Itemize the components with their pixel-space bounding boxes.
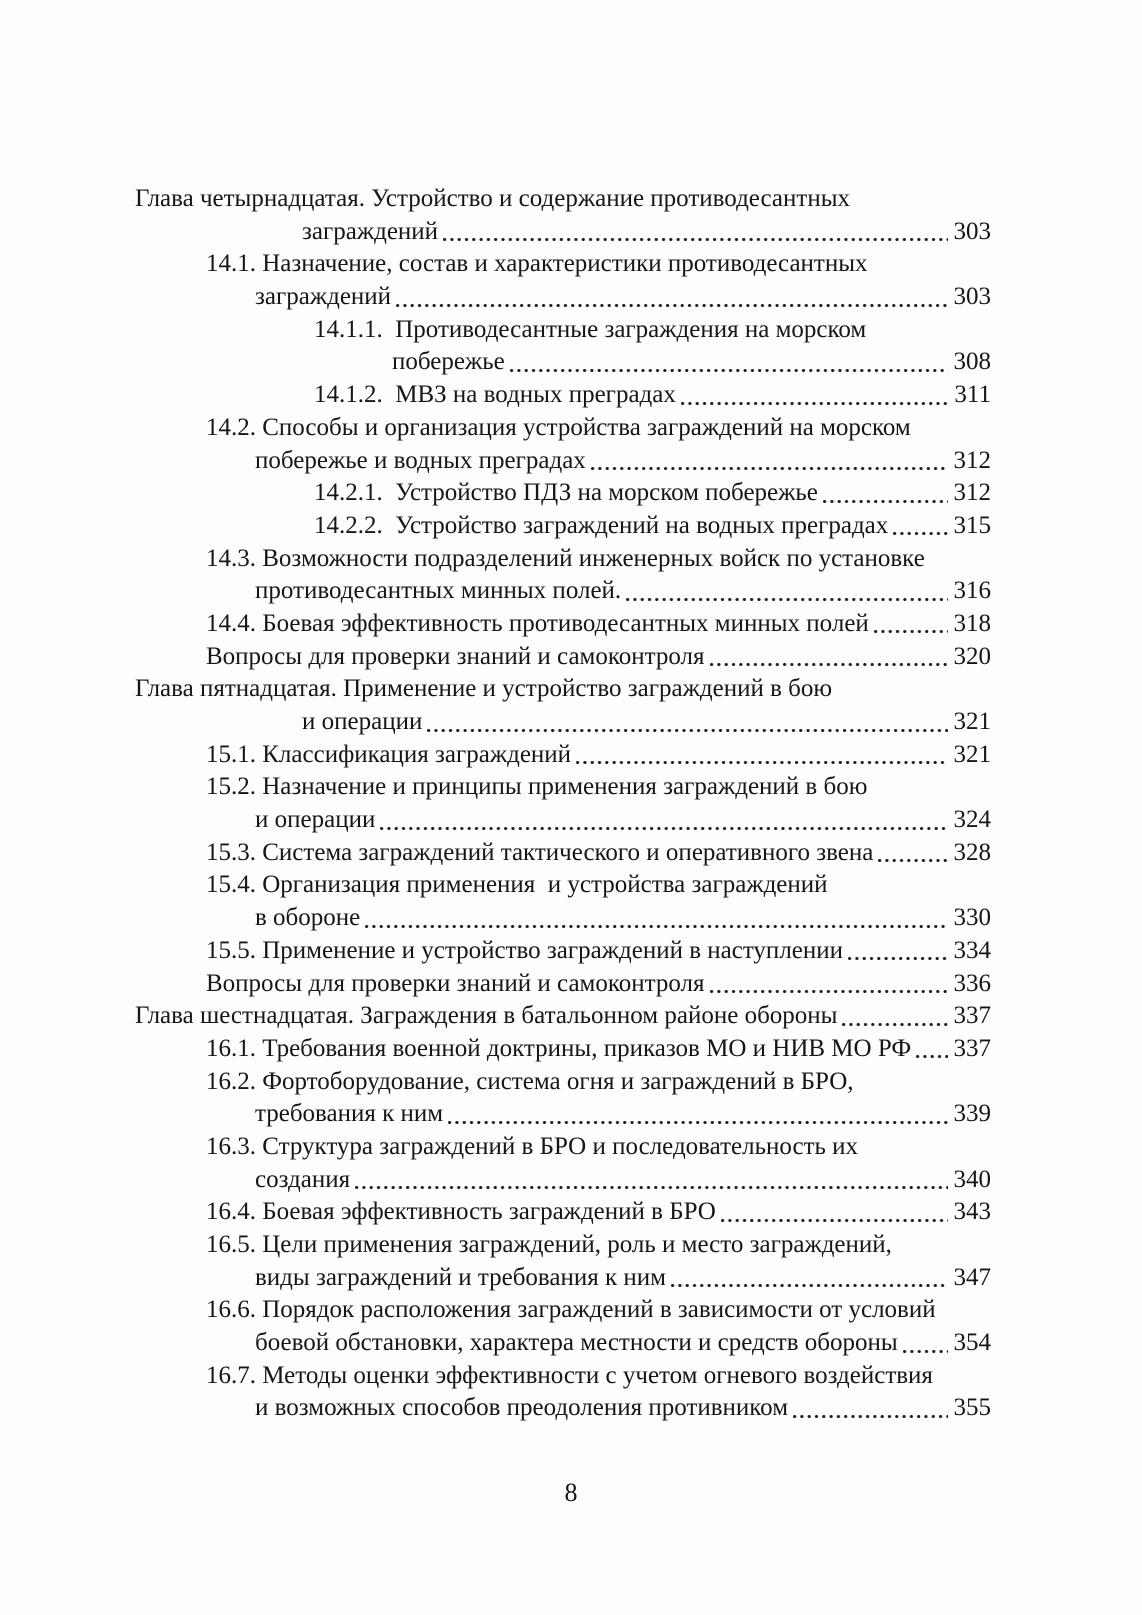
toc-line — [135, 248, 991, 281]
toc-page-ref: 303 — [953, 283, 991, 311]
toc-entry-text: побережье и водных преградах — [255, 446, 586, 474]
toc-page-ref: 321 — [953, 708, 991, 735]
toc-line — [135, 1392, 991, 1425]
dot-leader — [586, 445, 952, 478]
dot-leader — [911, 1033, 951, 1066]
dot-leader — [898, 1327, 952, 1360]
toc-entry-text: Глава пятнадцатая. Применение и устройство заграждений в бою — [135, 675, 833, 703]
toc-page-ref: 316 — [953, 577, 991, 605]
toc-entry-text: Глава четырнадцатая. Устройство и содержание противодесантных — [135, 185, 850, 212]
toc-page-ref: 320 — [953, 642, 991, 670]
toc-page-ref: 315 — [953, 511, 991, 539]
toc-entry-text: побережье — [392, 348, 505, 376]
dot-leader — [676, 379, 953, 412]
toc-line — [135, 771, 991, 804]
toc-line — [135, 641, 991, 674]
toc-line — [135, 1033, 991, 1066]
toc-line — [135, 314, 991, 347]
toc-page-ref: 303 — [953, 217, 991, 245]
dot-leader — [869, 608, 952, 641]
toc-page-ref: 334 — [953, 936, 991, 964]
toc-entry-text: заграждений — [302, 217, 439, 245]
toc-line — [135, 1164, 991, 1197]
toc-entry-text: 14.2.2. Устройство заграждений на водных преградах — [314, 511, 889, 539]
toc-entry-text: в обороне — [255, 904, 361, 932]
toc-line — [135, 216, 991, 249]
toc-entry-text: 15.5. Применение и устройство заграждений в наступлении — [206, 936, 844, 964]
dot-leader — [705, 968, 952, 1001]
toc-entry-text: Вопросы для проверки знаний и самоконтроля — [206, 969, 705, 997]
dot-leader — [888, 510, 951, 543]
toc-page-ref: 312 — [953, 479, 991, 507]
toc-page-ref: 328 — [953, 838, 991, 866]
toc-line — [135, 902, 991, 935]
dot-leader — [705, 641, 952, 674]
toc-page-ref: 308 — [953, 348, 991, 376]
toc-page-ref: 318 — [953, 609, 991, 637]
toc-line — [135, 739, 991, 772]
toc-page-ref: 311 — [954, 381, 991, 409]
toc-line — [135, 1098, 991, 1131]
toc-line — [135, 1262, 991, 1295]
toc-line — [135, 543, 991, 576]
toc-line — [135, 510, 991, 543]
toc-entry-text: 16.3. Структура заграждений в БРО и последовательность их — [206, 1132, 859, 1160]
toc-page-ref: 339 — [953, 1100, 991, 1128]
toc-entry-text: 16.7. Методы оценки эффективности с учетом огневого воздействия — [206, 1361, 933, 1389]
toc-line — [135, 1000, 991, 1033]
dot-leader — [716, 1196, 952, 1229]
toc-page-ref: 324 — [953, 806, 991, 834]
toc-line — [135, 1327, 991, 1360]
toc-entry-text: виды заграждений и требования к ним — [255, 1263, 666, 1291]
toc-entry-text: Глава шестнадцатая. Заграждения в батальонном районе обороны — [135, 1002, 838, 1030]
toc-entry-text: 16.5. Цели применения заграждений, роль и место заграждений, — [206, 1231, 892, 1258]
dot-leader — [621, 575, 951, 608]
dot-leader — [375, 804, 951, 837]
toc-entry-text: 15.3. Система заграждений тактического и оперативного звена — [206, 838, 874, 866]
toc-line — [135, 869, 991, 902]
toc-line — [135, 1196, 991, 1229]
toc-entry-text: Вопросы для проверки знаний и самоконтроля — [206, 642, 705, 670]
table-of-contents — [135, 183, 991, 1425]
dot-leader — [438, 216, 951, 249]
toc-entry-text: 14.1.1. Противодесантные заграждения на морском — [314, 315, 867, 343]
toc-page-ref: 354 — [953, 1329, 991, 1357]
toc-page-ref: 330 — [953, 904, 991, 932]
toc-line — [135, 706, 991, 739]
toc-entry-text: 14.1. Назначение, состав и характеристики противодесантных — [206, 250, 868, 278]
toc-line — [135, 445, 991, 478]
toc-page-ref: 343 — [953, 1198, 991, 1226]
toc-entry-text: 15.2. Назначение и принципы применения заграждений в бою — [206, 773, 868, 801]
toc-line — [135, 477, 991, 510]
dot-leader — [818, 477, 952, 510]
toc-line — [135, 575, 991, 608]
toc-line — [135, 379, 991, 412]
toc-entry-text: 16.6. Порядок расположения заграждений в зависимости от условий — [206, 1296, 936, 1324]
dot-leader — [505, 346, 952, 379]
toc-line — [135, 1229, 991, 1262]
toc-line — [135, 935, 991, 968]
toc-page-ref: 355 — [953, 1394, 991, 1422]
dot-leader — [666, 1262, 952, 1295]
toc-page-ref: 321 — [953, 740, 991, 768]
toc-line — [135, 673, 991, 706]
dot-leader — [571, 739, 951, 772]
toc-line — [135, 804, 991, 837]
toc-entry-text: и возможных способов преодоления противником — [255, 1394, 789, 1422]
toc-page-ref: 347 — [953, 1263, 991, 1291]
toc-page-ref: 312 — [953, 446, 991, 474]
toc-line — [135, 837, 991, 870]
toc-entry-text: 14.4. Боевая эффективность противодесантных минных полей — [206, 609, 869, 637]
toc-page-ref: 340 — [953, 1165, 991, 1193]
dot-leader — [422, 706, 951, 739]
toc-page-ref: 337 — [953, 1034, 991, 1062]
dot-leader — [443, 1098, 951, 1131]
toc-line — [135, 281, 991, 314]
toc-page-ref: 337 — [953, 1002, 991, 1030]
toc-line — [135, 1131, 991, 1164]
toc-entry-text: 14.3. Возможности подразделений инженерных войск по установке — [206, 544, 925, 572]
toc-entry-text: 16.1. Требования военной доктрины, приказов МО и НИВ МО РФ — [206, 1034, 912, 1062]
toc-entry-text: 15.1. Классификация заграждений — [206, 740, 572, 768]
dot-leader — [873, 837, 951, 870]
dot-leader — [350, 1164, 951, 1197]
toc-entry-text: создания — [255, 1165, 351, 1193]
toc-line — [135, 1360, 991, 1393]
dot-leader — [360, 902, 951, 935]
toc-entry-text: противодесантных минных полей. — [255, 577, 622, 605]
toc-line — [135, 968, 991, 1001]
toc-entry-text: 14.1.2. МВЗ на водных преградах — [314, 381, 676, 409]
toc-entry-text: боевой обстановки, характера местности и средств обороны — [255, 1329, 898, 1357]
toc-entry-text: и операции — [255, 806, 376, 834]
toc-line — [135, 183, 991, 216]
toc-entry-text: и операции — [302, 708, 423, 735]
dot-leader — [837, 1000, 951, 1033]
toc-entry-text: 15.4. Организация применения и устройства заграждений — [206, 871, 828, 899]
toc-entry-text: 16.2. Фортоборудование, система огня и заграждений в БРО, — [206, 1067, 854, 1095]
folio-page-number: 8 — [564, 1478, 578, 1507]
toc-entry-text: 16.4. Боевая эффективность заграждений в БРО — [206, 1198, 716, 1226]
dot-leader — [391, 281, 951, 314]
dot-leader — [843, 935, 951, 968]
toc-entry-text: 14.2.1. Устройство ПДЗ на морском побережье — [314, 479, 818, 507]
toc-entry-text: требования к ним — [255, 1100, 444, 1128]
toc-line — [135, 1294, 991, 1327]
toc-page-ref: 336 — [953, 969, 991, 997]
dot-leader — [788, 1392, 951, 1425]
toc-entry-text: 14.2. Способы и организация устройства заграждений на морском — [206, 413, 911, 441]
toc-entry-text: заграждений — [255, 283, 392, 311]
toc-line — [135, 608, 991, 641]
toc-line — [135, 346, 991, 379]
toc-line — [135, 412, 991, 445]
toc-line — [135, 1066, 991, 1099]
